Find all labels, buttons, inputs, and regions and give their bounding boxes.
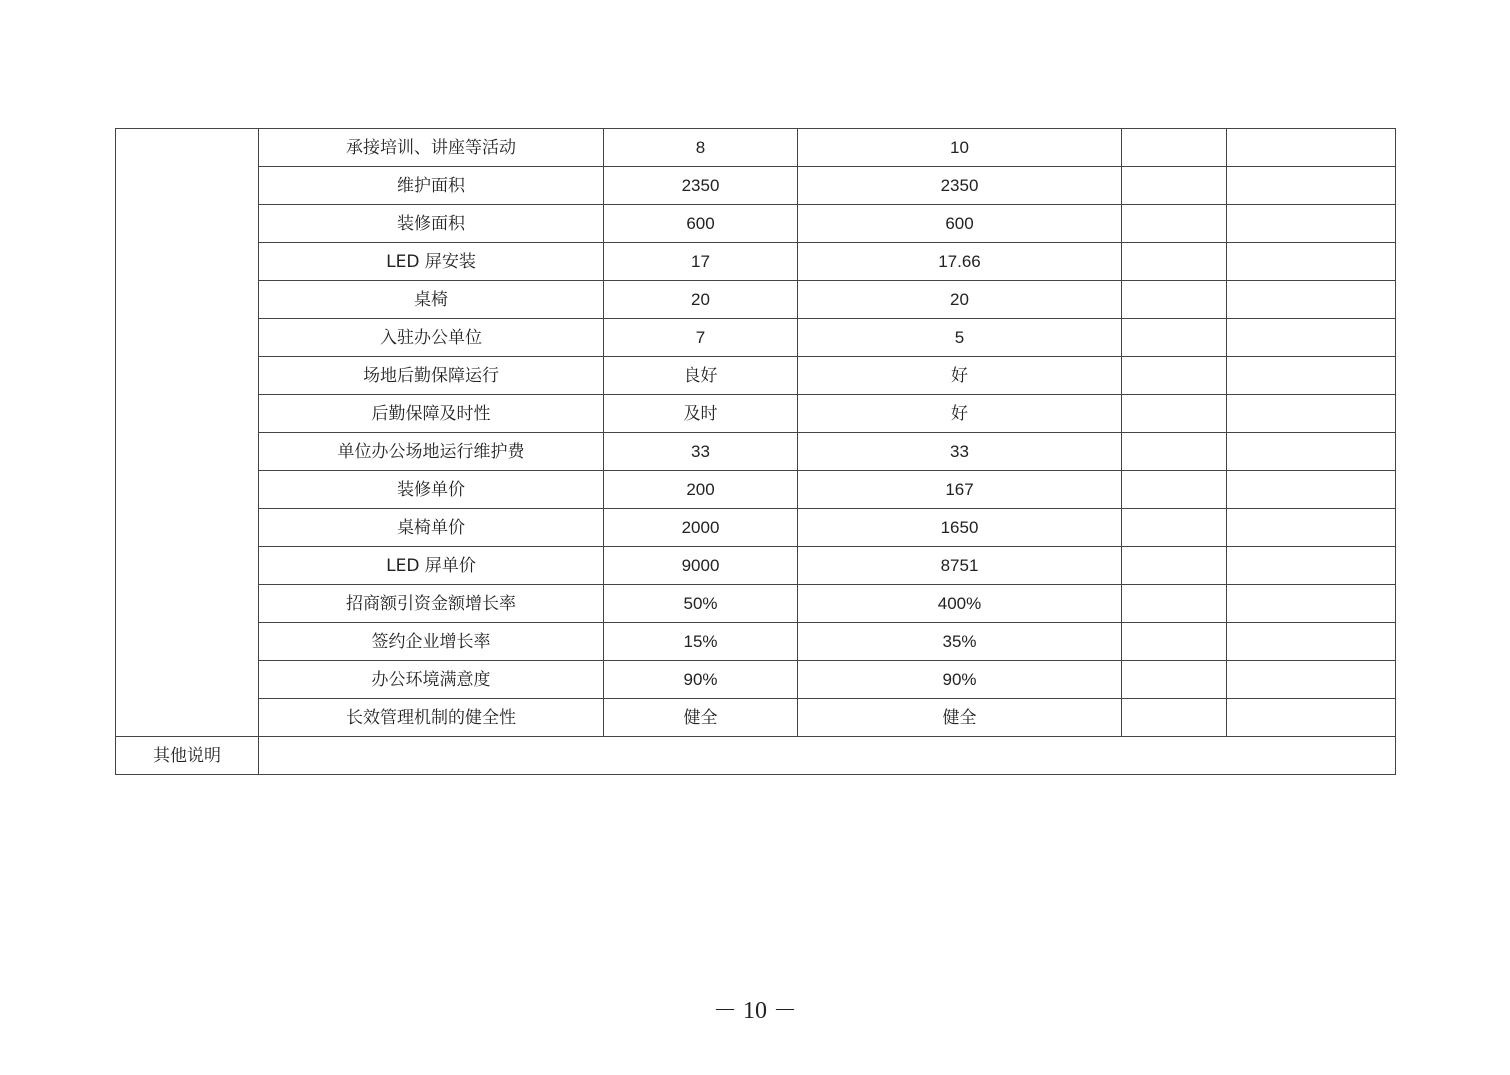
indicator-name: 维护面积	[259, 167, 604, 205]
target-value: 33	[604, 433, 798, 471]
note-cell	[1227, 167, 1396, 205]
note-cell	[1227, 205, 1396, 243]
score-cell	[1122, 433, 1227, 471]
table-row	[116, 395, 1396, 433]
target-value: 20	[604, 281, 798, 319]
indicator-name: 入驻办公单位	[259, 319, 604, 357]
score-cell	[1122, 623, 1227, 661]
actual-value: 10	[798, 129, 1122, 167]
indicator-name: LED 屏安装	[259, 243, 604, 281]
actual-value: 17.66	[798, 243, 1122, 281]
actual-value: 1650	[798, 509, 1122, 547]
indicator-name: 场地后勤保障运行	[259, 357, 604, 395]
note-cell	[1227, 471, 1396, 509]
table-row	[116, 281, 1396, 319]
score-cell	[1122, 243, 1227, 281]
actual-value: 2350	[798, 167, 1122, 205]
other-notes-value	[259, 737, 1396, 775]
indicator-name: 桌椅单价	[259, 509, 604, 547]
page-number: － 10 －	[713, 998, 797, 1024]
table-row	[116, 243, 1396, 281]
actual-value: 600	[798, 205, 1122, 243]
table-row	[116, 585, 1396, 623]
target-value: 200	[604, 471, 798, 509]
note-cell	[1227, 319, 1396, 357]
table-row	[116, 623, 1396, 661]
target-value: 90%	[604, 661, 798, 699]
target-value: 7	[604, 319, 798, 357]
score-cell	[1122, 129, 1227, 167]
note-cell	[1227, 699, 1396, 737]
note-cell	[1227, 395, 1396, 433]
actual-value: 400%	[798, 585, 1122, 623]
indicator-table	[115, 128, 1396, 775]
table-row	[116, 547, 1396, 585]
indicator-name: 装修面积	[259, 205, 604, 243]
note-cell	[1227, 585, 1396, 623]
note-cell	[1227, 129, 1396, 167]
table-row	[116, 699, 1396, 737]
actual-value: 90%	[798, 661, 1122, 699]
indicator-table-body	[116, 129, 1396, 775]
indicator-name: 办公环境满意度	[259, 661, 604, 699]
score-cell	[1122, 281, 1227, 319]
table-row	[116, 205, 1396, 243]
actual-value: 33	[798, 433, 1122, 471]
target-value: 2000	[604, 509, 798, 547]
table-row	[116, 509, 1396, 547]
target-value: 9000	[604, 547, 798, 585]
note-cell	[1227, 547, 1396, 585]
score-cell	[1122, 205, 1227, 243]
actual-value: 20	[798, 281, 1122, 319]
note-cell	[1227, 357, 1396, 395]
target-value: 8	[604, 129, 798, 167]
indicator-name: 长效管理机制的健全性	[259, 699, 604, 737]
table-row	[116, 129, 1396, 167]
score-cell	[1122, 167, 1227, 205]
table-row	[116, 167, 1396, 205]
score-cell	[1122, 509, 1227, 547]
other-notes-row	[116, 737, 1396, 775]
other-notes-label: 其他说明	[116, 737, 259, 775]
score-cell	[1122, 395, 1227, 433]
table-row	[116, 661, 1396, 699]
note-cell	[1227, 623, 1396, 661]
score-cell	[1122, 661, 1227, 699]
score-cell	[1122, 547, 1227, 585]
score-cell	[1122, 699, 1227, 737]
indicator-name: 桌椅	[259, 281, 604, 319]
target-value: 50%	[604, 585, 798, 623]
actual-value: 167	[798, 471, 1122, 509]
target-value: 600	[604, 205, 798, 243]
actual-value: 好	[798, 357, 1122, 395]
note-cell	[1227, 509, 1396, 547]
actual-value: 35%	[798, 623, 1122, 661]
table-row	[116, 357, 1396, 395]
indicator-name: 签约企业增长率	[259, 623, 604, 661]
indicator-name: 招商额引资金额增长率	[259, 585, 604, 623]
category-cell-blank	[116, 129, 259, 737]
actual-value: 健全	[798, 699, 1122, 737]
indicator-name: LED 屏单价	[259, 547, 604, 585]
score-cell	[1122, 471, 1227, 509]
indicator-name: 承接培训、讲座等活动	[259, 129, 604, 167]
actual-value: 8751	[798, 547, 1122, 585]
note-cell	[1227, 243, 1396, 281]
actual-value: 好	[798, 395, 1122, 433]
score-cell	[1122, 319, 1227, 357]
target-value: 健全	[604, 699, 798, 737]
target-value: 15%	[604, 623, 798, 661]
table-row	[116, 319, 1396, 357]
note-cell	[1227, 281, 1396, 319]
score-cell	[1122, 585, 1227, 623]
score-cell	[1122, 357, 1227, 395]
target-value: 及时	[604, 395, 798, 433]
note-cell	[1227, 433, 1396, 471]
target-value: 良好	[604, 357, 798, 395]
table-row	[116, 471, 1396, 509]
indicator-name: 单位办公场地运行维护费	[259, 433, 604, 471]
actual-value: 5	[798, 319, 1122, 357]
target-value: 2350	[604, 167, 798, 205]
target-value: 17	[604, 243, 798, 281]
table-row	[116, 433, 1396, 471]
indicator-name: 装修单价	[259, 471, 604, 509]
indicator-name: 后勤保障及时性	[259, 395, 604, 433]
note-cell	[1227, 661, 1396, 699]
